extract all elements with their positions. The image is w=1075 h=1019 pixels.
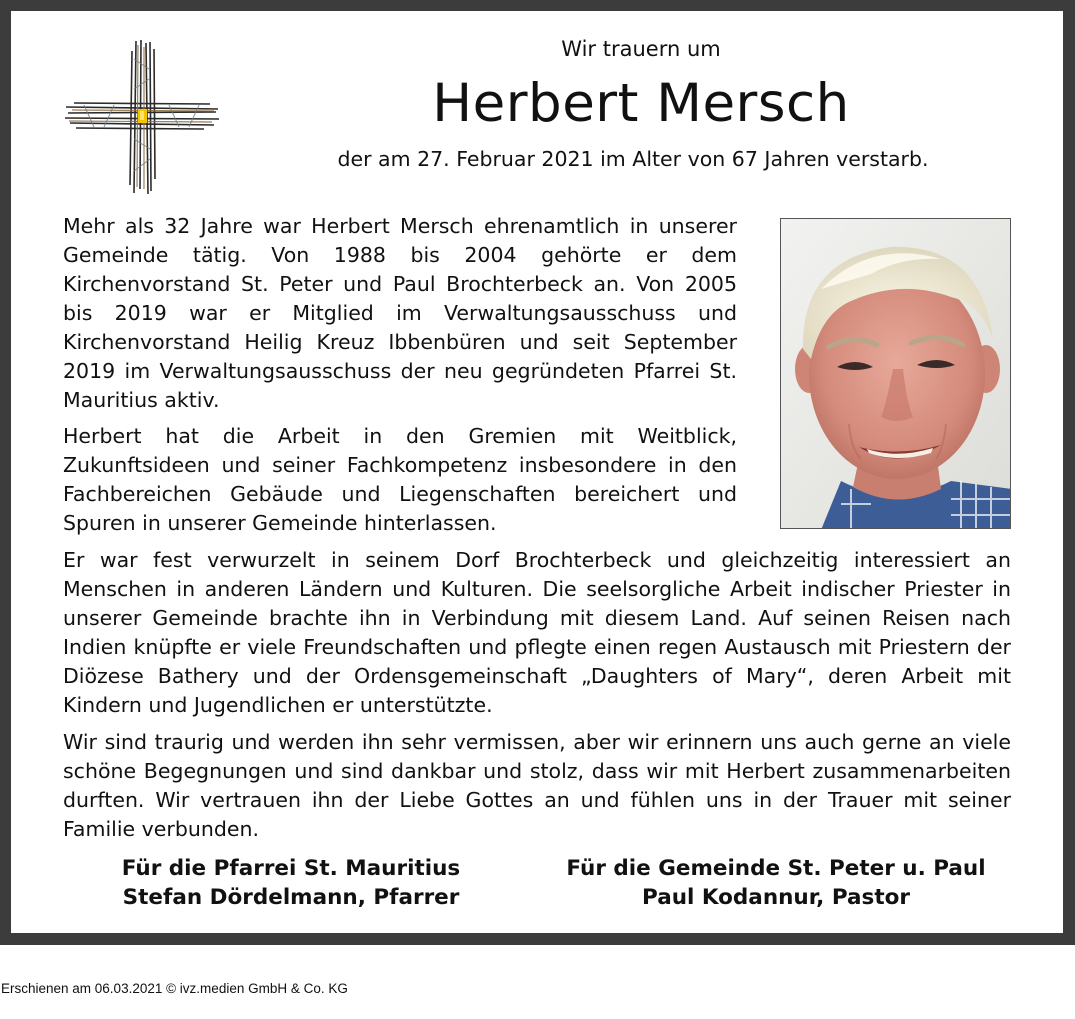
signature-parish — [91, 854, 491, 912]
signature-community-line2: Paul Kodannur, Pastor — [642, 885, 910, 910]
intro-line: Wir trauern um — [561, 37, 721, 61]
paragraph-service: Mehr als 32 Jahre war Herbert Mersch ehrenamtlich in unserer Gemeinde tätig. Von 1988 bis 2004 gehörte er dem Kirchenvorstand St. Peter und Paul Brochterbeck an. Von 2005 bis 2019 war er Mitglied im Verwaltungsausschuss und Kirchenvorstand Heilig Kreuz Ibbenbüren und seit September 2019 im Verwaltungsausschuss der neu gegründeten Pfarrei St. Mauritius aktiv. — [63, 214, 737, 412]
cross-icon — [64, 39, 220, 195]
paragraph-committees: Herbert hat die Arbeit in den Gremien mit Weitblick, Zukunftsideen und seiner Fachkompetenz insbesondere in den Fachbereichen Gebäude und Liegenschaften bereichert und Spuren in unserer Gemeinde hinterlassen. — [63, 424, 737, 535]
signature-community — [536, 854, 1016, 912]
date-line: der am 27. Februar 2021 im Alter von 67 Jahren verstarb. — [337, 147, 929, 171]
portrait-photo — [780, 218, 1011, 529]
signature-community-line1: Für die Gemeinde St. Peter u. Paul — [566, 856, 986, 881]
paragraph-india: Er war fest verwurzelt in seinem Dorf Brochterbeck und gleichzeitig interessiert an Menschen in anderen Ländern und Kulturen. Die seelsorgliche Arbeit indischer Priester in unserer Gemeinde brachte ihn in Verbindung mit diesem Land. Auf seinen Reisen nach Indien knüpfte er viele Freundschaften und pflegte einen regen Austausch mit Priestern der Diözese Bathery und der Ordensgemeinschaft „Daughters of Mary“, deren Arbeit mit Kindern und Jugendlichen er unterstützte. — [63, 548, 1011, 717]
publication-footer: Erschienen am 06.03.2021 © ivz.medien GmbH & Co. KG — [1, 981, 348, 996]
paragraph-closing: Wir sind traurig und werden ihn sehr vermissen, aber wir erinnern uns auch gerne an viele schöne Begegnungen und sind dankbar und stolz, dass wir mit Herbert zusammenarbeiten durften. Wir vertrauen ihn der Liebe Gottes an und fühlen uns in der Trauer mit seiner Familie verbunden. — [63, 730, 1011, 841]
signature-parish-line2: Stefan Dördelmann, Pfarrer — [122, 885, 460, 910]
signature-parish-line1: Für die Pfarrei St. Mauritius — [121, 856, 461, 881]
deceased-name: Herbert Mersch — [432, 73, 850, 134]
obituary-card — [11, 11, 1063, 933]
portrait-illustration — [781, 219, 1011, 529]
